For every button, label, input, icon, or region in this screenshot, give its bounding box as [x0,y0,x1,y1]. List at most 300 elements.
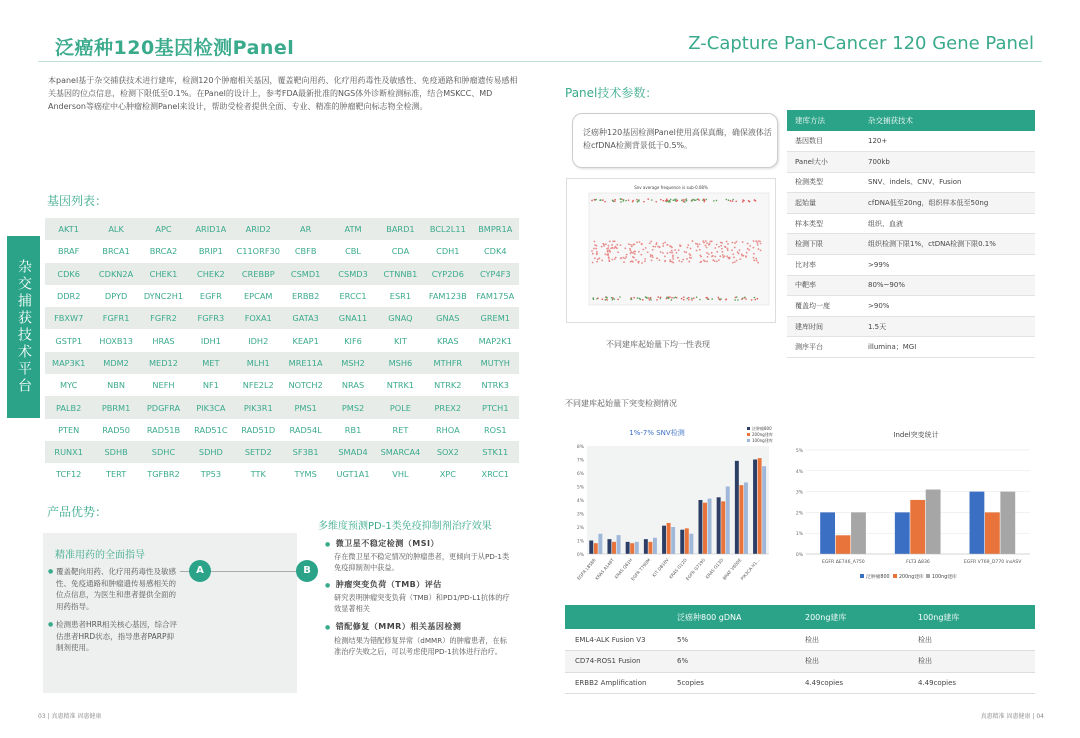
param-row [787,255,1035,276]
data-point [711,298,713,300]
data-point [614,298,616,300]
data-point [620,198,622,200]
data-point [632,252,634,254]
mmr-description: 检测结果为错配修复异常（dMMR）的肿瘤患者，在标准治疗失败之后，可以考虑使用PD-1抗体进行治疗。 [334,636,507,656]
bar [735,461,739,554]
param-header-key: 建库方法 [787,110,860,131]
data-point [629,248,631,250]
gene-cell: GNAS [424,307,471,329]
data-point [697,198,699,200]
bar [698,500,702,554]
gene-cell: TYMS [282,463,329,485]
data-point [682,199,684,201]
param-value: 1.5天 [860,316,1035,337]
fusion-cell: ERBB2 Amplification [565,672,673,694]
data-point [705,199,707,201]
tmb-description: 研究表明肿瘤突变负荷（TMB）和PD1/PD-L1抗体的疗效显著相关 [334,593,510,613]
param-key: 测序平台 [787,337,860,358]
data-point [716,244,718,246]
x-tick-label: KRAS A146T [595,558,616,582]
bar [612,542,616,554]
data-point [662,252,664,254]
gene-cell: MET [187,352,234,374]
data-point [624,247,626,249]
gene-cell: MAP3K1 [45,352,92,374]
data-point [700,261,702,263]
gene-cell: TERT [92,463,139,485]
data-point [676,252,678,254]
data-point [622,200,624,202]
x-tick-label: KRAS G13D [705,558,726,581]
gene-cell: APC [140,218,187,240]
gene-cell: FAM123B [424,285,471,307]
data-point [633,257,635,259]
data-point [602,243,604,245]
gene-cell: FOXA1 [235,307,282,329]
data-point [672,256,674,258]
param-row [787,337,1035,358]
gene-cell: EPCAM [235,285,282,307]
data-point [683,299,685,301]
param-key: 样本类型 [787,213,860,234]
data-point [651,199,653,201]
data-point [666,296,668,298]
bar [653,538,657,554]
data-point [699,299,701,301]
data-point [655,201,657,203]
data-point [716,261,718,263]
data-point [708,253,710,255]
gene-cell: MRE11A [282,352,329,374]
data-point [759,240,761,242]
tmb-title: ● 肿瘤突变负荷（TMB）评估 [325,579,442,590]
gene-cell: SMAD4 [329,441,376,463]
data-point [681,261,683,263]
data-point [664,242,666,244]
data-point [739,249,741,251]
chart-title: Indel突变统计 [893,431,939,439]
gene-cell: ALK [92,218,139,240]
data-point [593,199,595,201]
data-point [608,245,610,247]
data-point [630,244,632,246]
data-point [660,199,662,201]
data-point [691,299,693,301]
bar [985,512,1000,554]
gene-cell: RAD50 [92,419,139,441]
data-point [641,244,643,246]
badge-a: A [189,560,211,582]
param-key: 比对率 [787,255,860,276]
data-point [742,199,744,201]
data-point [684,201,686,203]
gene-cell: NFE2L2 [235,374,282,396]
data-point [753,257,755,259]
data-point [681,199,683,201]
data-point [681,298,683,300]
x-tick-label: KRAS G12D [668,558,689,581]
fusion-header-cell [565,605,673,629]
data-point [658,296,660,298]
bar [836,535,851,554]
data-point [666,252,668,254]
advantages-heading: 产品优势： [47,505,108,519]
bar [744,482,748,554]
data-point [642,299,644,301]
legend-label: 200ng建库 [899,575,924,580]
gene-cell: NTRK2 [424,374,471,396]
data-point [692,240,694,242]
data-point [748,200,750,202]
bar [753,460,757,555]
gene-cell: CSMD1 [282,263,329,285]
data-point [603,245,605,247]
y-tick-label: 8% [576,445,584,450]
data-point [753,253,755,255]
data-point [611,247,613,249]
gene-row [45,396,519,418]
data-point [722,254,724,256]
y-tick-label: 0% [795,553,803,558]
data-point [668,298,670,300]
data-point [656,299,658,301]
fusion-cell: EML4-ALK Fusion V3 [565,629,673,651]
data-point [601,246,603,248]
badge-b: B [296,560,318,582]
data-point [760,243,762,245]
y-tick-label: 7% [576,458,584,464]
data-point [637,297,639,299]
data-point [611,259,613,261]
data-point [706,261,708,263]
param-value: illumina；MGI [860,337,1035,358]
data-point [598,257,600,259]
uniformity-plot-title: Snv average frequence is sub-0.08% [634,185,708,190]
data-point [712,255,714,257]
x-tick-label: EGFR V769_D770 insASV [963,560,1022,565]
bar [667,523,671,554]
data-point [707,298,709,300]
data-point [630,298,632,300]
gene-row [45,307,519,329]
bar [630,543,634,554]
gene-cell: BMPR1A [472,218,519,240]
bar [895,512,910,554]
data-point [728,199,730,201]
data-point [737,299,739,301]
data-point [602,298,604,300]
legend-label: 100ng建库 [752,438,773,443]
data-point [716,251,718,253]
param-key: 覆盖均一度 [787,296,860,317]
plot-area [589,193,769,305]
data-point [719,255,721,257]
param-value: cfDNA低至20ng，组织样本低至50ng [860,193,1035,214]
data-point [760,249,762,251]
data-point [726,241,728,243]
msi-description: 存在微卫星不稳定情况的肿瘤患者，更倾向于从PD-1类免疫抑制剂中获益。 [334,552,510,572]
gene-cell: CHEK2 [187,263,234,285]
data-point [640,254,642,256]
param-key: 检测类型 [787,172,860,193]
data-point [592,253,594,255]
gene-cell: XPC [424,463,471,485]
data-point [668,201,670,203]
gene-cell: VHL [377,463,424,485]
gene-cell: XRCC1 [472,463,519,485]
data-point [693,297,695,299]
gene-cell: TTK [235,463,282,485]
data-point [671,252,673,254]
data-point [726,199,728,201]
data-point [620,244,622,246]
gene-cell: MAP2K1 [472,329,519,351]
data-point [706,297,708,299]
gene-cell: NEFH [140,374,187,396]
data-point [687,244,689,246]
x-tick-label: EGFR G719S [685,558,707,583]
x-tick-label: FLT3 Δ836 [906,560,930,565]
data-point [644,258,646,260]
data-point [672,255,674,257]
data-point [649,242,651,244]
data-point [687,247,689,249]
gene-cell: RAD51D [235,419,282,441]
data-point [741,298,743,300]
data-point [749,245,751,247]
gene-cell: MLH1 [235,352,282,374]
gene-cell: PALB2 [45,396,92,418]
data-point [696,296,698,298]
data-point [655,243,657,245]
gene-cell: CDA [377,240,424,262]
gene-cell: IDH2 [235,329,282,351]
data-point [718,259,720,261]
gene-cell: ESR1 [377,285,424,307]
y-tick-label: 4% [795,469,803,475]
data-point [703,199,705,201]
data-point [669,296,671,298]
data-point [747,248,749,250]
fusion-cell: 6% [673,651,801,673]
x-tick-label: EGFR L858R [576,558,598,582]
gene-cell: ARID1A [187,218,234,240]
data-point [622,257,624,259]
bar [851,512,866,554]
data-point [612,299,614,301]
data-point [607,247,609,249]
data-point [623,261,625,263]
data-point [677,200,679,202]
precise-medication-title: 精准用药的全面指导 [55,550,145,561]
gene-row [45,463,519,485]
data-point [703,242,705,244]
data-point [594,257,596,259]
data-point [725,246,727,248]
data-point [612,240,614,242]
bar [910,500,925,554]
data-point [596,245,598,247]
param-row [787,172,1035,193]
data-point [746,252,748,254]
bar [671,527,675,554]
data-point [753,259,755,261]
data-point [595,248,597,250]
data-point [716,200,718,202]
param-header-value: 杂交捕获技术 [860,110,1035,131]
y-tick-label: 4% [576,499,584,504]
gene-cell: RB1 [329,419,376,441]
gene-cell: BRCA1 [92,240,139,262]
data-point [742,241,744,243]
data-point [726,298,728,300]
data-point [707,256,709,258]
data-point [657,246,659,248]
data-point [744,297,746,299]
bar [708,499,712,554]
gene-cell: CDKN2A [92,263,139,285]
gene-cell: NBN [92,374,139,396]
data-point [605,243,607,245]
gene-row [45,285,519,307]
x-tick-label: EGFR T790M [630,558,653,583]
param-value: 700kb [860,152,1035,173]
gene-cell: ERBB2 [282,285,329,307]
data-point [699,249,701,251]
param-value: >99% [860,255,1035,276]
data-point [688,261,690,263]
data-point [736,241,738,243]
y-tick-label: 1% [795,532,803,538]
bar [626,542,630,554]
data-point [639,298,641,300]
gene-cell: CREBBP [235,263,282,285]
data-point [755,258,757,260]
gene-row [45,419,519,441]
gene-cell: ROS1 [472,419,519,441]
data-point [721,248,723,250]
data-point [677,257,679,259]
bar [607,539,611,554]
fusion-cell: 4.49copies [801,672,918,694]
data-point [756,242,758,244]
data-point [652,246,654,248]
data-point [699,243,701,245]
data-point [733,257,735,259]
bar [648,542,652,554]
gene-cell: RHOA [424,419,471,441]
gene-cell: RET [377,419,424,441]
bar [644,539,648,554]
gene-cell: SDHD [187,441,234,463]
gene-cell: DDR2 [45,285,92,307]
data-point [718,246,720,248]
data-point [695,199,697,201]
data-point [620,201,622,203]
y-tick-label: 2% [576,526,584,531]
gene-list-heading: 基因列表： [47,194,108,208]
gene-cell: ATM [329,218,376,240]
data-point [647,198,649,200]
data-point [706,247,708,249]
bar [689,534,693,554]
data-point [596,253,598,255]
data-point [669,261,671,263]
data-point [638,262,640,264]
data-point [711,252,713,254]
page-title-en: Z-Capture Pan-Cancer 120 Gene Panel [688,33,1034,54]
data-point [614,246,616,248]
data-point [688,297,690,299]
gene-cell: DPYD [92,285,139,307]
data-point [686,200,688,202]
gene-cell: NRAS [329,374,376,396]
data-point [646,297,648,299]
data-point [735,200,737,202]
data-point [612,297,614,299]
param-row [787,275,1035,296]
gene-cell: KEAP1 [282,329,329,351]
gene-grid [45,218,519,486]
gene-cell: BARD1 [377,218,424,240]
data-point [654,246,656,248]
data-point [758,240,760,242]
param-key: Panel大小 [787,152,860,173]
param-key: 中靶率 [787,275,860,296]
data-point [674,249,676,251]
bar [758,458,762,554]
data-point [690,248,692,250]
data-point [597,258,599,260]
data-point [614,240,616,242]
gene-cell: KIT [377,329,424,351]
advantages-subtitle: 多维度预测PD-1类免疫抑制剂治疗效果 [318,521,492,532]
fusion-cell: CD74-ROS1 Fusion [565,651,673,673]
x-tick-label: BRAF V600E [722,558,744,582]
data-point [727,243,729,245]
data-point [685,198,687,200]
footer-right: 真惠精准 固惠健康 | 04 [980,713,1044,720]
data-point [732,262,734,264]
fusion-cell: 检出 [801,629,918,651]
bar [635,542,639,554]
data-point [630,251,632,253]
gene-cell: MTHFR [424,352,471,374]
data-point [651,255,653,257]
data-point [607,251,609,253]
data-point [666,198,668,200]
data-point [637,201,639,203]
data-point [625,200,627,202]
bar [594,543,598,554]
gene-row [45,374,519,396]
data-point [689,257,691,259]
data-point [636,241,638,243]
data-point [634,253,636,255]
data-point [731,249,733,251]
gene-cell: MDM2 [92,352,139,374]
legend-swatch [893,574,897,578]
data-point [673,297,675,299]
y-tick-label: 3% [576,512,584,518]
data-point [644,260,646,262]
gene-cell: TP53 [187,463,234,485]
data-point [624,257,626,259]
data-point [683,296,685,298]
data-point [732,242,734,244]
data-point [642,249,644,251]
data-point [678,249,680,251]
